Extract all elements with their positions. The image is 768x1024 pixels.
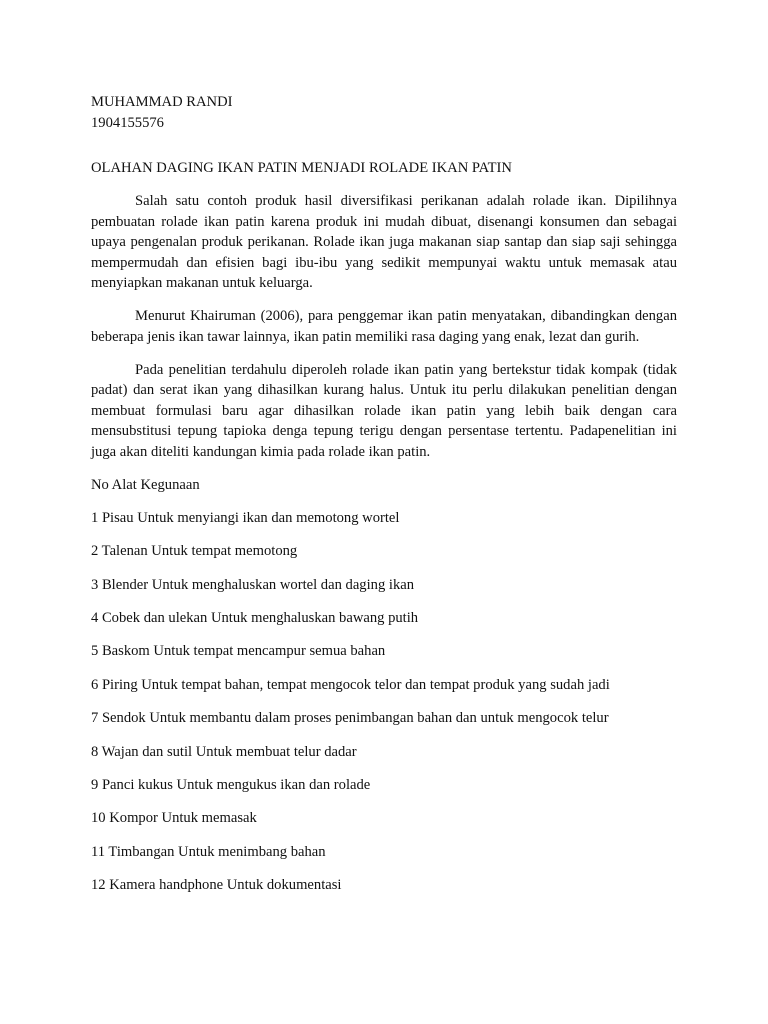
tools-table-row: 3 Blender Untuk menghaluskan wortel dan daging ikan: [91, 576, 415, 593]
tools-table-row: 12 Kamera handphone Untuk dokumentasi: [91, 877, 342, 894]
paragraph: Pada penelitian terdahulu diperoleh rolade ikan patin yang bertekstur tidak kompak (tidak padat) dan serat ikan yang dihasilkan kurang halus. Untuk itu perlu dilakukan penelitian dengan membuat formulasi baru agar dihasilkan rolade ikan patin yang lebih baik dengan cara mensubstitusi tepung tapioka denga tepung terigu dengan persentase tertentu. Padapenelitian ini juga akan diteliti kandungan kimia pada rolade ikan patin.: [91, 361, 677, 460]
tools-table-row: 9 Panci kukus Untuk mengukus ikan dan rolade: [91, 777, 371, 794]
document-title: OLAHAN DAGING IKAN PATIN MENJADI ROLADE IKAN PATIN: [91, 160, 512, 176]
tools-table-row: 2 Talenan Untuk tempat memotong: [91, 543, 298, 560]
tools-table-row: 10 Kompor Untuk memasak: [91, 810, 257, 827]
tools-table-row: 8 Wajan dan sutil Untuk membuat telur dadar: [91, 743, 357, 760]
tools-table-row: 1 Pisau Untuk menyiangi ikan dan memotong wortel: [91, 509, 400, 526]
author-id: 1904155576: [91, 114, 164, 131]
document-page: [91, 92, 677, 896]
author-name: MUHAMMAD RANDI: [91, 94, 233, 110]
tools-table-row: 5 Baskom Untuk tempat mencampur semua bahan: [91, 643, 386, 660]
paragraph: Salah satu contoh produk hasil diversifikasi perikanan adalah rolade ikan. Dipilihnya pembuatan rolade ikan patin karena produk ini mudah dibuat, disenangi konsumen dan sebagai upaya pengenalan produk perikanan. Rolade ikan juga makanan siap santap dan siap saji sehingga mempermudah dan efisien bagi ibu-ibu yang sedikit mempunyai waktu untuk memasak atau menyiapkan makanan untuk keluarga.: [91, 193, 677, 291]
tools-table-row: 4 Cobek dan ulekan Untuk menghaluskan bawang putih: [91, 610, 419, 627]
tools-table-header: No Alat Kegunaan: [91, 476, 200, 493]
tools-table-row: 11 Timbangan Untuk menimbang bahan: [91, 843, 326, 860]
tools-table-row: 6 Piring Untuk tempat bahan, tempat mengocok telor dan tempat produk yang sudah jadi: [91, 676, 610, 693]
tools-table-row: 7 Sendok Untuk membantu dalam proses penimbangan bahan dan untuk mengocok telur: [91, 710, 609, 727]
paragraph: Menurut Khairuman (2006), para penggemar ikan patin menyatakan, dibandingkan dengan beberapa jenis ikan tawar lainnya, ikan patin memiliki rasa daging yang enak, lezat dan gurih.: [91, 308, 677, 345]
